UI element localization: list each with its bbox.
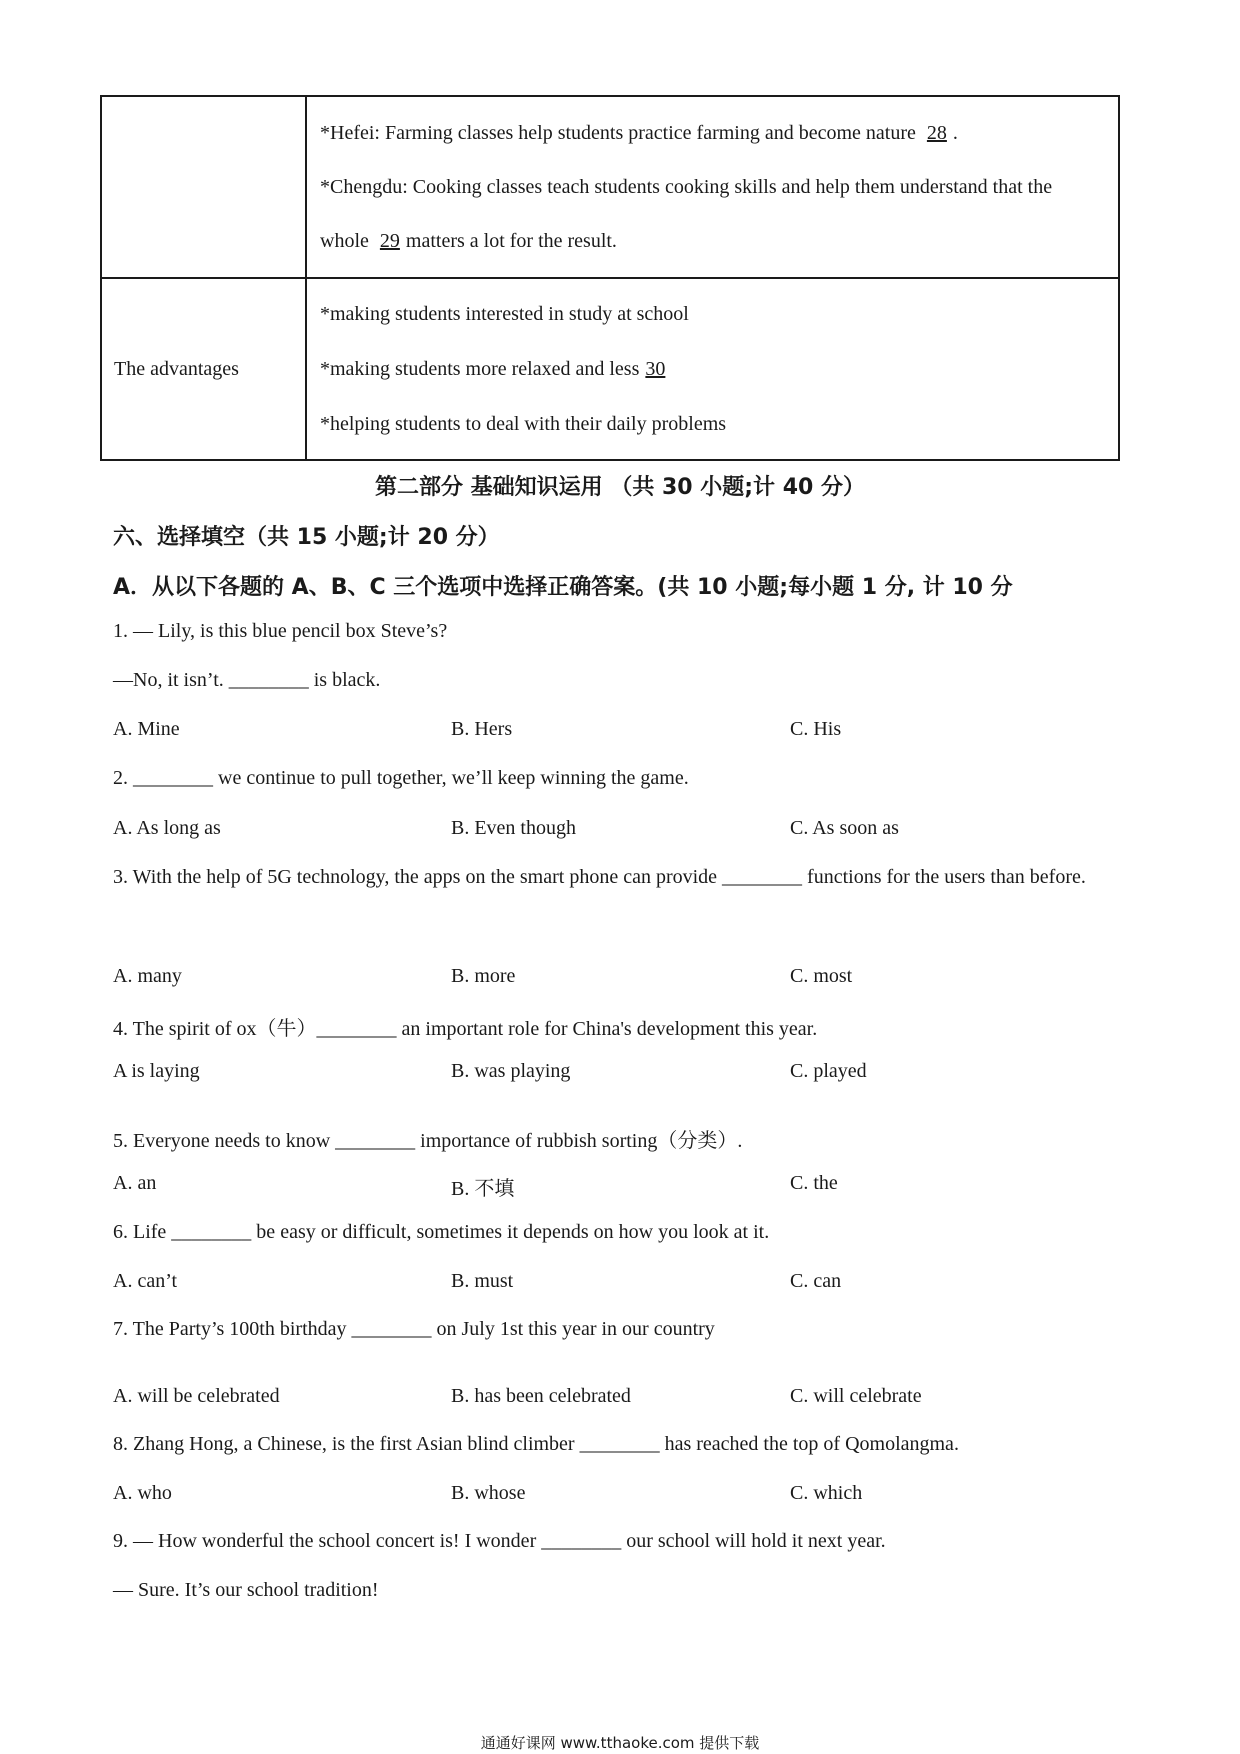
option-b: B. Even though	[451, 817, 576, 839]
option-c: C. As soon as	[790, 817, 899, 839]
table-line: *Hefei: Farming classes help students practice farming and become nature 28 .	[320, 106, 1118, 160]
table-row	[101, 96, 1119, 278]
answer-blank: 30	[645, 357, 666, 380]
option-c: C. which	[790, 1482, 863, 1504]
question-stem: 9. — How wonderful the school concert is! I wonder ________ our school will hold it next year.	[113, 1530, 886, 1552]
part-heading: 第二部分 基础知识运用 （共 30 小题;计 40 分）	[375, 475, 865, 500]
option-a: A. an	[113, 1172, 157, 1194]
option-a: A. many	[113, 965, 182, 987]
option-b: B. 不填	[451, 1178, 515, 1200]
option-a: A is laying	[113, 1060, 200, 1082]
info-table	[100, 95, 1120, 461]
question-stem: 4. The spirit of ox（牛）________ an important role for China's development this year.	[113, 1018, 818, 1040]
table-cell-label: The advantages	[101, 278, 306, 460]
question-stem: — Sure. It’s our school tradition!	[113, 1579, 379, 1601]
option-a: A. who	[113, 1482, 172, 1504]
option-a: A. As long as	[113, 817, 221, 839]
option-b: B. was playing	[451, 1060, 571, 1082]
option-b: B. whose	[451, 1482, 526, 1504]
question-stem: 7. The Party’s 100th birthday ________ on July 1st this year in our country	[113, 1318, 715, 1340]
table-cell-content	[306, 278, 1119, 460]
option-c: C. will celebrate	[790, 1385, 922, 1407]
table-cell-content	[306, 96, 1119, 278]
option-b: B. more	[451, 965, 516, 987]
option-c: C. can	[790, 1270, 842, 1292]
option-c: C. played	[790, 1060, 867, 1082]
question-stem: 8. Zhang Hong, a Chinese, is the first Asian blind climber ________ has reached the top of Qomolangma.	[113, 1433, 959, 1455]
table-line: *making students more relaxed and less 30	[320, 342, 1118, 397]
section-heading: 六、选择填空（共 15 小题;计 20 分）	[113, 525, 500, 550]
answer-blank: 28	[926, 122, 947, 144]
table-row	[101, 278, 1119, 460]
option-a: A. Mine	[113, 718, 180, 740]
question-stem: 3. With the help of 5G technology, the apps on the smart phone can provide ________ functions for the users than before.	[113, 866, 1086, 888]
option-b: B. must	[451, 1270, 514, 1292]
table-line: *helping students to deal with their daily problems	[320, 412, 727, 435]
question-stem: 6. Life ________ be easy or difficult, sometimes it depends on how you look at it.	[113, 1221, 770, 1243]
question-stem: —No, it isn’t. ________ is black.	[113, 669, 381, 691]
table-line: whole 29 matters a lot for the result.	[320, 214, 1118, 268]
option-c: C. His	[790, 718, 842, 740]
option-c: C. most	[790, 965, 853, 987]
option-a: A. will be celebrated	[113, 1385, 280, 1407]
option-a: A. can’t	[113, 1270, 178, 1292]
page-footer: 通通好课网 www.tthaoke.com 提供下载	[480, 1734, 760, 1752]
question-stem: 5. Everyone needs to know ________ importance of rubbish sorting（分类）.	[113, 1130, 743, 1152]
question-stem: 1. — Lily, is this blue pencil box Steve’s?	[113, 620, 448, 642]
question-stem: 2. ________ we continue to pull together, we’ll keep winning the game.	[113, 767, 689, 789]
option-b: B. has been celebrated	[451, 1385, 631, 1407]
sub-heading: A．从以下各题的 A、B、C 三个选项中选择正确答案。(共 10 小题;每小题 1 分, 计 10 分	[113, 575, 1013, 600]
table-line: *Chengdu: Cooking classes teach students cooking skills and help them understand that the	[320, 176, 1053, 198]
table-cell-label	[101, 96, 306, 278]
table-line: *making students interested in study at school	[320, 302, 689, 325]
answer-blank: 29	[379, 230, 400, 252]
option-c: C. the	[790, 1172, 838, 1194]
option-b: B. Hers	[451, 718, 513, 740]
